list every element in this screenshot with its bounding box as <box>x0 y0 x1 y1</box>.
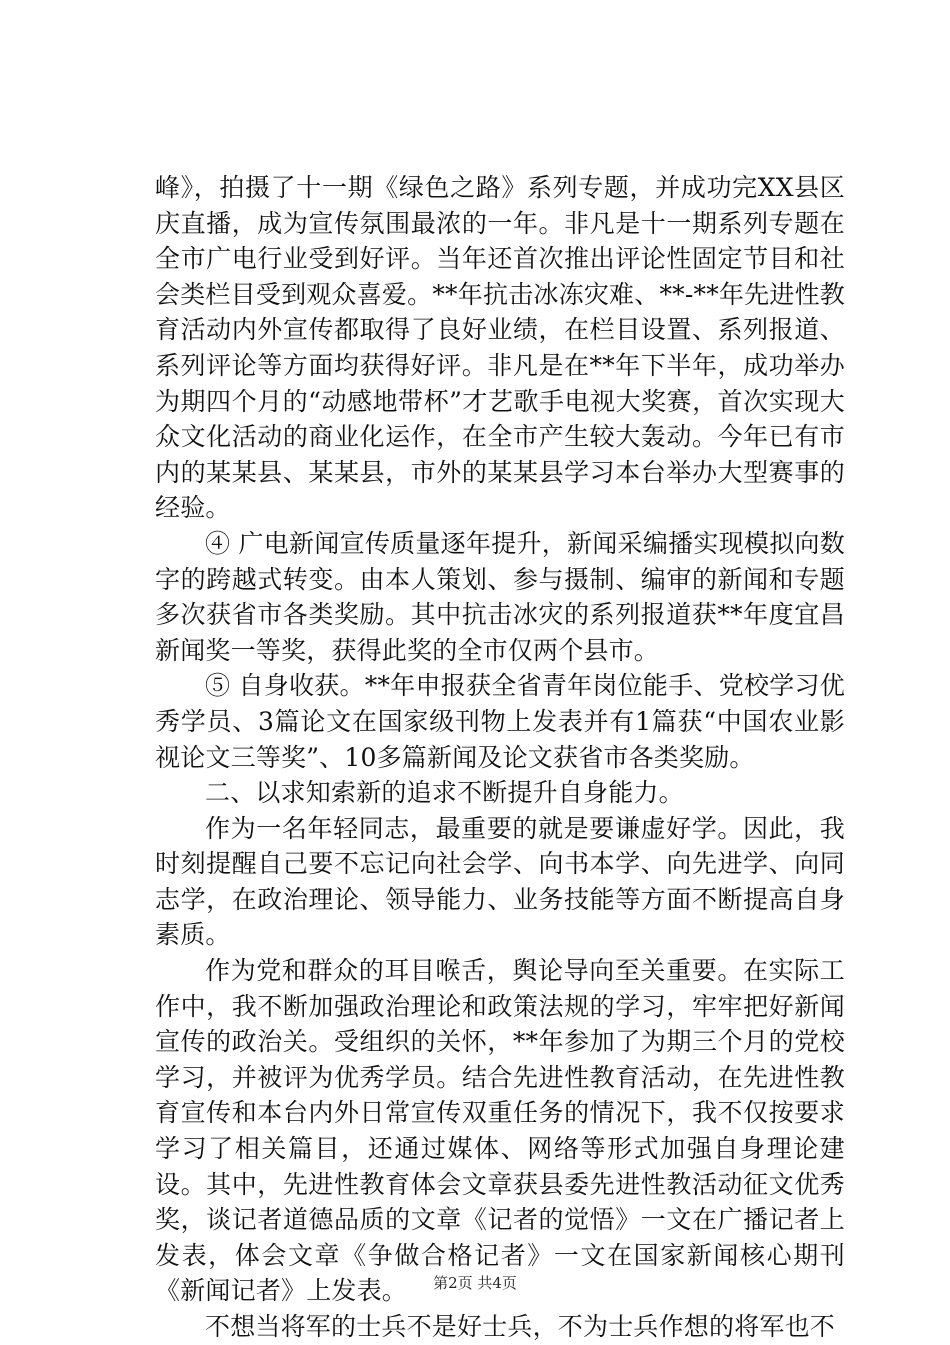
document-body <box>155 170 845 1345</box>
paragraph-continuation: 峰》，拍摄了十一期《绿色之路》系列专题，并成功完XX县区庆直播，成为宣传氛围最浓的一年。非凡是十一期系列专题在全市广电行业受到好评。当年还首次推出评论性固定节目和社会类栏目受到观众喜爱。**年抗击冰冻灾难、**-**年先进性教育活动内外宣传都取得了良好业绩，在栏目设置、系列报道、系列评论等方面均获得好评。非凡是在**年下半年，成功举办为期四个月的“动感地带杯”才艺歌手电视大奖赛，首次实现大众文化活动的商业化运作，在全市产生较大轰动。今年已有市内的某某县、某某县，市外的某某县学习本台举办大型赛事的经验。 <box>155 173 845 523</box>
page-footer: 第2页 共4页 <box>433 1274 517 1292</box>
paragraph-learning: 作为一名年轻同志，最重要的就是要谦虚好学。因此，我时刻提醒自己要不忘记向社会学、向书本学、向先进学、向同志学，在政治理论、领导能力、业务技能等方面不断提高自身素质。 <box>155 813 845 950</box>
paragraph-soldier: 不想当将军的士兵不是好士兵，不为士兵作想的将军也不 <box>205 1312 836 1341</box>
paragraph-item-5: ⑤ 自身收获。**年申报获全省青年岗位能手、党校学习优秀学员、3篇论文在国家级刊物上发表并有1篇获“中国农业影视论文三等奖”、10多篇新闻及论文获省市各类奖励。 <box>155 671 845 772</box>
paragraph-item-4: ④ 广电新闻宣传质量逐年提升，新闻采编播实现模拟向数字的跨越式转变。由本人策划、参与摄制、编审的新闻和专题多次获省市各类奖励。其中抗击冰灾的系列报道获**年度宜昌新闻奖一等奖，获得此奖的全市仅两个县市。 <box>155 528 845 665</box>
paragraph-political-study: 作为党和群众的耳目喉舌，舆论导向至关重要。在实际工作中，我不断加强政治理论和政策法规的学习，牢牢把好新闻宣传的政治关。受组织的关怀，**年参加了为期三个月的党校学习，并被评为优秀学员。结合先进性教育活动，在先进性教育宣传和本台内外日常宣传双重任务的情况下，我不仅按要求学习了相关篇目，还通过媒体、网络等形式加强自身理论建设。其中，先进性教育体会文章获县委先进性教活动征文优秀奖，谈记者道德品质的文章《记者的觉悟》一文在广播记者上发表，体会文章《争做合格记者》一文在国家新闻核心期刊《新闻记者》上发表。 <box>155 956 845 1306</box>
section-heading: 二、以求知索新的追求不断提升自身能力。 <box>205 778 684 808</box>
